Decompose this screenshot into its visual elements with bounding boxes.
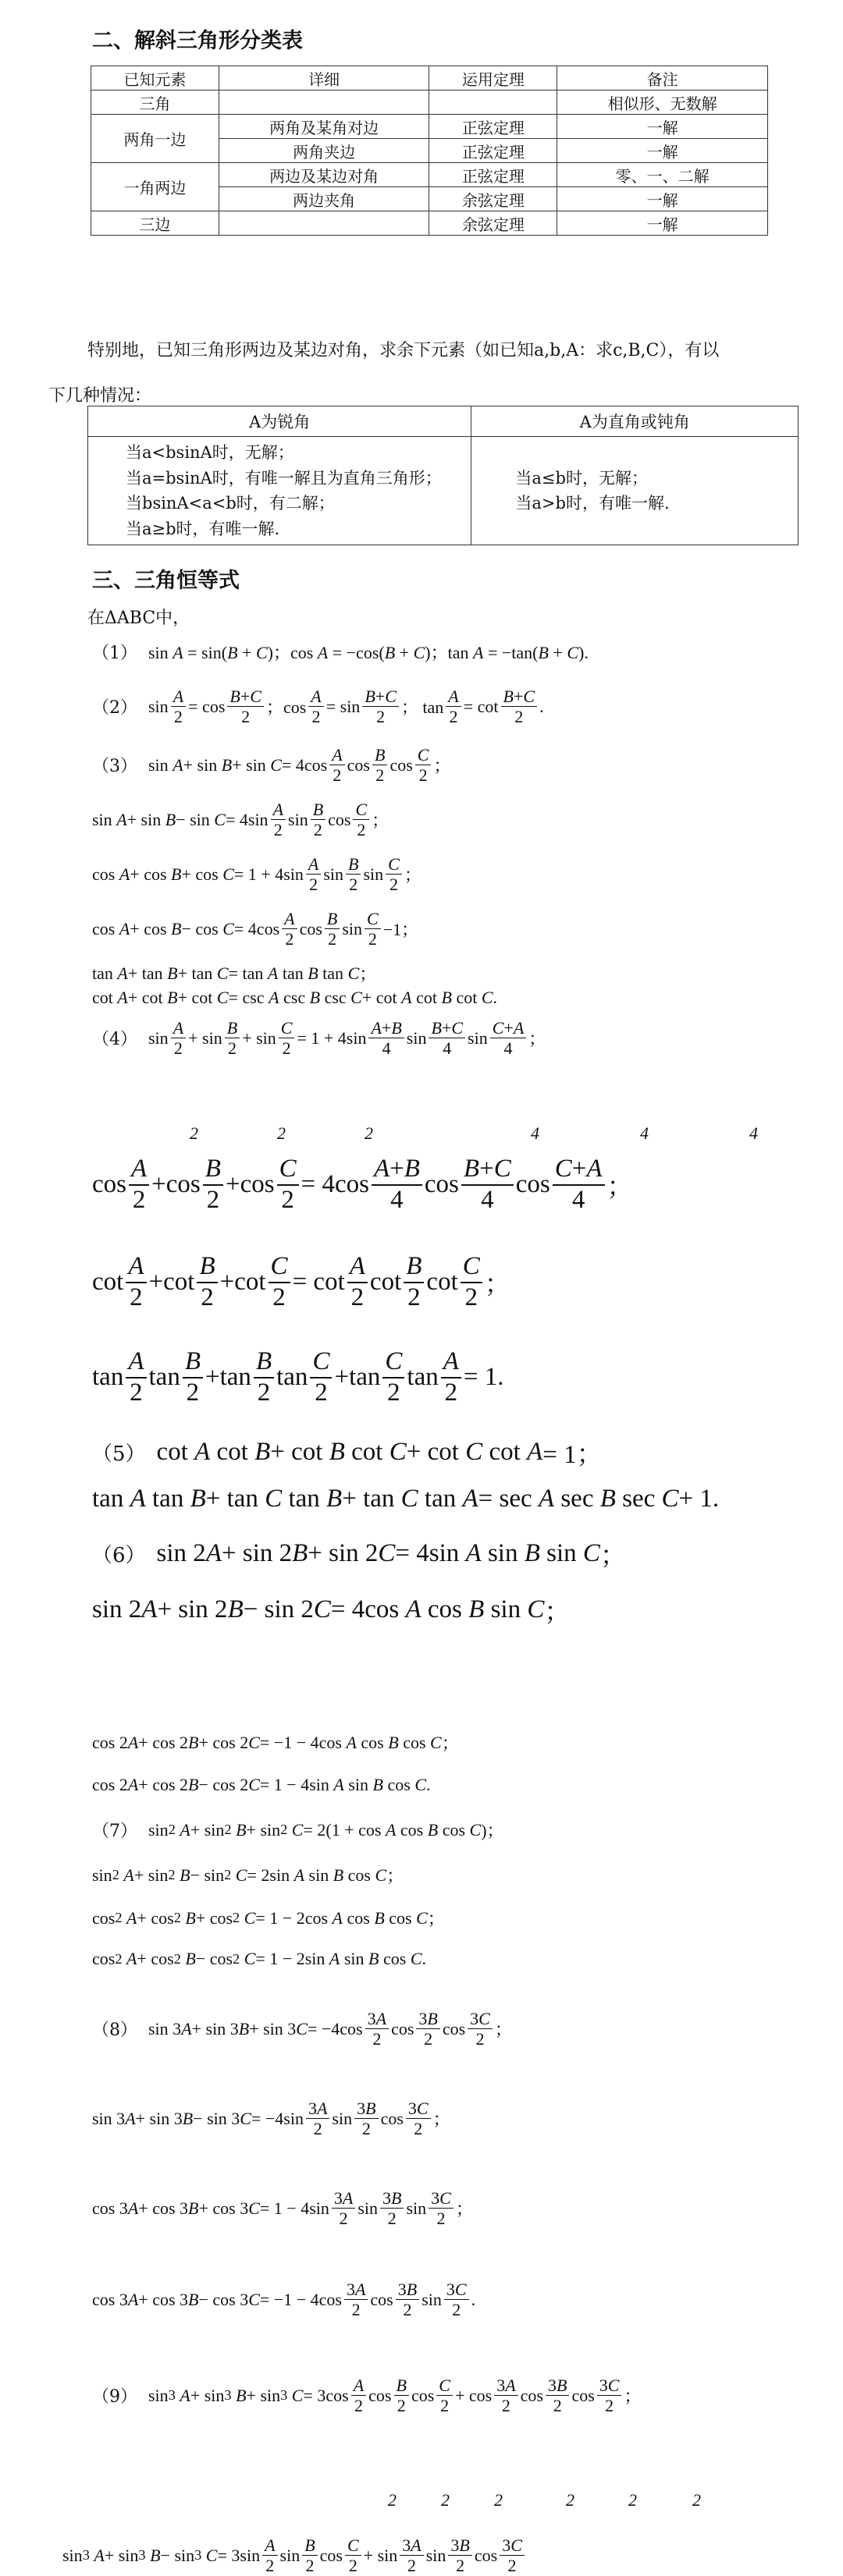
cropped-glyph: 4 [640, 1123, 649, 1143]
item-number: （7） [92, 1822, 137, 1841]
table-header-row [88, 406, 799, 437]
table-cell [219, 211, 429, 236]
identity-2: （2） sin A 2 = cos B+C 2 ；cos A 2 = sin B+C 2 ； tan A 2 = cot B+C 2 . [92, 687, 544, 727]
identity-4d: tan A 2 tan B 2 +tan B 2 tan C 2 +tan C 2 tan A 2 = 1. [92, 1347, 504, 1407]
identity-5a: （5） cot A cot B + cot B cot C + cot C cot A = 1； [92, 1438, 603, 1469]
table-cell: 余弦定理 [429, 187, 557, 211]
item-number: （1） [92, 644, 137, 663]
case-line: 当a>b时，有唯一解. [515, 494, 670, 513]
table-cell [429, 90, 557, 115]
table-cell: 两角一边 [91, 115, 219, 163]
identity-4b: cos A 2 +cos B 2 +cos C 2 = 4cos A+B 4 cos B+C 4 cos C+A 4 ； [92, 1155, 633, 1214]
item-number: （5） [92, 1442, 146, 1466]
identity-6d: cos 2 A + cos 2 B − cos 2 C = 1 − 4sin A sin B cos C . [92, 1775, 431, 1794]
table-header: 备注 [557, 66, 768, 90]
table-row [91, 163, 768, 187]
cropped-glyph: 2 [692, 2490, 701, 2510]
identity-7b: sin 2 A + sin 2 B − sin 2 C = 2sin A sin B cos C ； [92, 1865, 404, 1886]
identity-7a: （7） sin 2 A + sin 2 B + sin 2 C = 2(1 + cos A cos B cos C )； [92, 1818, 504, 1842]
cropped-glyph: 2 [365, 1123, 373, 1143]
identity-9a: （9） sin 3 A + sin 3 B + sin 3 C = 3cos A 2 cos B 2 cos C 2 + cos 3A 2 cos 3B 2 cos 3C 2 ； [92, 2376, 642, 2416]
identity-3c: cos A + cos B + cos C = 1 + 4sin A 2 sin B 2 sin C 2 ； [92, 854, 422, 895]
item-number: （6） [92, 1544, 146, 1567]
cropped-glyph: 2 [388, 2490, 397, 2510]
cropped-glyph: 2 [494, 2490, 503, 2510]
cropped-glyph: 2 [628, 2490, 637, 2510]
table-header: 已知元素 [91, 66, 219, 90]
identity-6c: cos 2 A + cos 2 B + cos 2 C = −1 − 4cos A cos B cos C ； [92, 1732, 459, 1753]
table-cell [471, 437, 799, 545]
table-cell: 一角两边 [91, 163, 219, 211]
table-cell: 一解 [557, 211, 768, 236]
paragraph: 下几种情况： [48, 386, 152, 406]
identity-8a: （8） sin 3 A + sin 3 B + sin 3 C = −4cos 3A 2 cos 3B 2 cos 3C 2 ； [92, 2009, 512, 2049]
table-cell [219, 90, 429, 115]
table-cell [88, 437, 471, 545]
table-cell: 一解 [557, 115, 768, 139]
table-header: 详细 [219, 66, 429, 90]
table-cell: 两角夹边 [219, 139, 429, 163]
table-cell: 正弦定理 [429, 139, 557, 163]
section-title: 三、三角恒等式 [92, 569, 240, 593]
identity-3b: sin A + sin B − sin C = 4sin A 2 sin B 2 cos C 2 ； [92, 800, 389, 840]
table-cell: 三边 [91, 211, 219, 236]
table-cell: 正弦定理 [429, 115, 557, 139]
cropped-glyph: 2 [277, 1123, 286, 1143]
table-header: 运用定理 [429, 66, 557, 90]
identity-4c: cot A 2 +cot B 2 +cot C 2 = cot A 2 cot B 2 cot C 2 ； [92, 1252, 510, 1311]
identity-7d: cos 2 A + cos 2 B − cos 2 C = 1 − 2sin A sin B cos C . [92, 1949, 427, 1968]
section-title: 二、解斜三角形分类表 [92, 29, 303, 53]
case-line: 当a≤b时，无解； [515, 468, 648, 488]
table-row [88, 437, 799, 545]
table-cell: 正弦定理 [429, 163, 557, 187]
identity-6a: （6） sin 2 A + sin 2 B + sin 2 C = 4sin A sin B sin C ； [92, 1539, 626, 1570]
table-header: A为锐角 [88, 406, 471, 437]
table-cell: 一解 [557, 187, 768, 211]
paragraph: 特别地，已知三角形两边及某边对角，求余下元素（如已知a,b,A：求c,B,C），有以 [87, 341, 720, 360]
cropped-glyph: 2 [566, 2490, 574, 2510]
cases-table [87, 406, 799, 545]
table-cell: 相似形、无数解 [557, 90, 768, 115]
identity-6b: sin 2 A + sin 2 B − sin 2 C = 4cos A cos B sin C ； [92, 1595, 571, 1627]
table-cell: 两边夹角 [219, 187, 429, 211]
intro-text: 在ΔABC中， [87, 609, 190, 628]
cropped-glyph: 4 [531, 1123, 539, 1143]
item-number: （3） [92, 757, 137, 777]
case-line: 当bsinA<a<b时，有二解； [126, 494, 335, 513]
identity-8b: sin 3 A + sin 3 B − sin 3 C = −4sin 3A 2 sin 3B 2 cos 3C 2 ； [92, 2099, 450, 2139]
table-header-row [91, 66, 768, 90]
identity-7c: cos 2 A + cos 2 B + cos 2 C = 1 − 2cos A cos B cos C ； [92, 1907, 445, 1928]
item-number: （2） [92, 698, 137, 719]
case-line: 当a=bsinA时，有唯一解且为直角三角形； [126, 468, 442, 488]
table-cell: 两边及某边对角 [219, 163, 429, 187]
table-row [91, 211, 768, 236]
case-line: 当a≥b时，有唯一解. [126, 519, 280, 538]
cropped-glyph: 2 [190, 1123, 198, 1143]
classification-table [91, 66, 768, 236]
table-cell: 三角 [91, 90, 219, 115]
identity-8d: cos 3 A + cos 3 B − cos 3 C = −1 − 4cos 3A 2 cos 3B 2 sin 3C 2 . [92, 2280, 476, 2320]
identity-5b: tan A tan B + tan C tan B + tan C tan A = sec A sec B sec C + 1. [92, 1485, 720, 1513]
table-row [91, 90, 768, 115]
table-row [91, 115, 768, 139]
case-line: 当a<bsinA时，无解； [126, 443, 294, 462]
identity-3e: tan A + tan B + tan C = tan A tan B tan C ； [92, 963, 377, 984]
item-number: （4） [92, 1030, 137, 1050]
cropped-glyph: 4 [749, 1123, 758, 1143]
table-cell: 两角及某角对边 [219, 115, 429, 139]
item-number: （9） [92, 2387, 137, 2407]
table-header: A为直角或钝角 [471, 406, 799, 437]
identity-3d: cos A + cos B − cos C = 4cos A 2 cos B 2 sin C 2 −1； [92, 909, 419, 949]
identity-8c: cos 3 A + cos 3 B + cos 3 C = 1 − 4sin 3A 2 sin 3B 2 sin 3C 2 ； [92, 2188, 473, 2229]
table-cell: 零、一、二解 [557, 163, 768, 187]
identity-3f: cot A + cot B + cot C = csc A csc B csc C + cot A cot B cot C . [92, 988, 498, 1007]
table-cell: 一解 [557, 139, 768, 163]
item-number: （8） [92, 2021, 137, 2041]
identity-4a: （4） sin A 2 + sin B 2 + sin C 2 = 1 + 4sin A+B 4 sin B+C 4 sin C+A 4 ； [92, 1018, 546, 1059]
identity-9b-partial: sin 3 A + sin 3 B − sin 3 C = 3sin A 2 sin B 2 cos C 2 + sin 3A 2 sin 3B 2 cos 3C 2 [62, 2535, 527, 2576]
identity-1: （1） sin A = sin(B + C)；cos A = −cos(B + C)；tan A = −tan(B + C). [92, 640, 589, 664]
cropped-glyph: 2 [441, 2490, 450, 2510]
table-cell: 余弦定理 [429, 211, 557, 236]
identity-3a: （3） sin A + sin B + sin C = 4cos A 2 cos B 2 cos C 2 ； [92, 745, 451, 786]
